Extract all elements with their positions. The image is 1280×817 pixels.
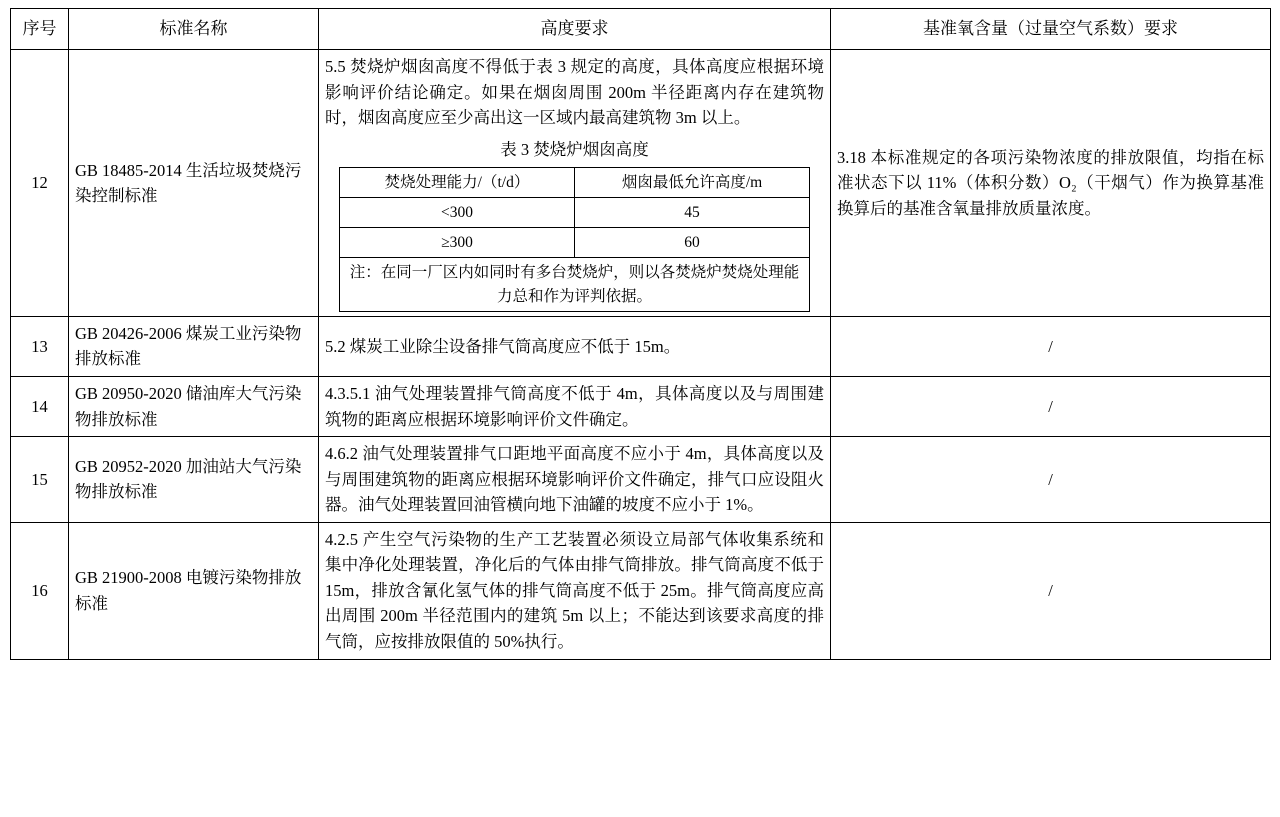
table-row — [11, 316, 1271, 376]
table-row — [11, 522, 1271, 659]
inner-cell-capacity: ≥300 — [340, 228, 575, 258]
standards-table — [10, 8, 1271, 660]
oxygen-requirement-cell: / — [831, 437, 1271, 523]
oxygen-requirement-cell: / — [831, 316, 1271, 376]
oxygen-requirement-cell: / — [831, 376, 1271, 436]
height-requirement-cell: 4.6.2 油气处理装置排气口距地平面高度不应小于 4m，具体高度以及与周围建筑物的距离应根据环境影响评价文件确定，排气口应设阻火器。油气处理装置回油管横向地下油罐的坡度不应小于 1%。 — [319, 437, 831, 523]
table-body — [11, 50, 1271, 659]
table-header-row — [11, 9, 1271, 50]
chimney-height-table — [339, 167, 810, 312]
standard-name: GB 20952-2020 加油站大气污染物排放标准 — [69, 437, 319, 523]
height-requirement-cell — [319, 50, 831, 317]
inner-table-note: 注：在同一厂区内如同时有多台焚烧炉，则以各焚烧炉焚烧处理能力总和作为评判依据。 — [340, 258, 810, 312]
table-row — [11, 50, 1271, 317]
height-requirement-cell: 4.2.5 产生空气污染物的生产工艺装置必须设立局部气体收集系统和集中净化处理装置，净化后的气体由排气筒排放。排气筒高度不低于 15m，排放含氰化氢气体的排气筒高度不低于 25m。排气筒高度应高出周围 200m 半径范围内的建筑 5m 以上；不能达到该要求高度的排气筒，应按排放限值的 50%执行。 — [319, 522, 831, 659]
inner-table-header — [340, 167, 810, 197]
row-number: 13 — [11, 316, 69, 376]
column-header-height-requirement: 高度要求 — [319, 9, 831, 50]
inner-column-header-capacity: 焚烧处理能力/（t/d） — [340, 167, 575, 197]
inner-table-note-row — [340, 258, 810, 312]
table-header — [11, 9, 1271, 50]
inner-table-row — [340, 197, 810, 227]
column-header-oxygen-requirement: 基准氧含量（过量空气系数）要求 — [831, 9, 1271, 50]
inner-cell-height: 45 — [575, 197, 810, 227]
standard-name: GB 20950-2020 储油库大气污染物排放标准 — [69, 376, 319, 436]
inner-column-header-min-height: 烟囱最低允许高度/m — [575, 167, 810, 197]
table-row — [11, 376, 1271, 436]
standard-name: GB 20426-2006 煤炭工业污染物排放标准 — [69, 316, 319, 376]
inner-header-row — [340, 167, 810, 197]
inner-table-title: 表 3 焚烧炉烟囱高度 — [500, 140, 649, 160]
height-requirement-cell: 4.3.5.1 油气处理装置排气筒高度不低于 4m，具体高度以及与周围建筑物的距离应根据环境影响评价文件确定。 — [319, 376, 831, 436]
inner-table-wrapper — [339, 167, 811, 312]
row-number: 15 — [11, 437, 69, 523]
row-number: 16 — [11, 522, 69, 659]
row-number: 14 — [11, 376, 69, 436]
inner-table-row — [340, 228, 810, 258]
inner-cell-capacity: <300 — [340, 197, 575, 227]
height-requirement-cell: 5.2 煤炭工业除尘设备排气筒高度应不低于 15m。 — [319, 316, 831, 376]
column-header-standard-name: 标准名称 — [69, 9, 319, 50]
standard-name: GB 18485-2014 生活垃圾焚烧污染控制标准 — [69, 50, 319, 317]
table-row — [11, 437, 1271, 523]
oxygen-requirement-cell: / — [831, 522, 1271, 659]
column-header-no: 序号 — [11, 9, 69, 50]
oxygen-requirement-cell: 3.18 本标准规定的各项污染物浓度的排放限值，均指在标准状态下以 11%（体积分数）O₂（干烟气）作为换算基准换算后的基准含氧量排放质量浓度。 — [831, 50, 1271, 317]
inner-cell-height: 60 — [575, 228, 810, 258]
height-paragraph: 5.5 焚烧炉烟囱高度不得低于表 3 规定的高度，具体高度应根据环境影响评价结论确定。如果在烟囱周围 200m 半径距离内存在建筑物时，烟囱高度应至少高出这一区域内最高建筑物 3m 以上。 — [325, 57, 824, 128]
row-number: 12 — [11, 50, 69, 317]
standard-name: GB 21900-2008 电镀污染物排放标准 — [69, 522, 319, 659]
inner-table-body — [340, 197, 810, 311]
